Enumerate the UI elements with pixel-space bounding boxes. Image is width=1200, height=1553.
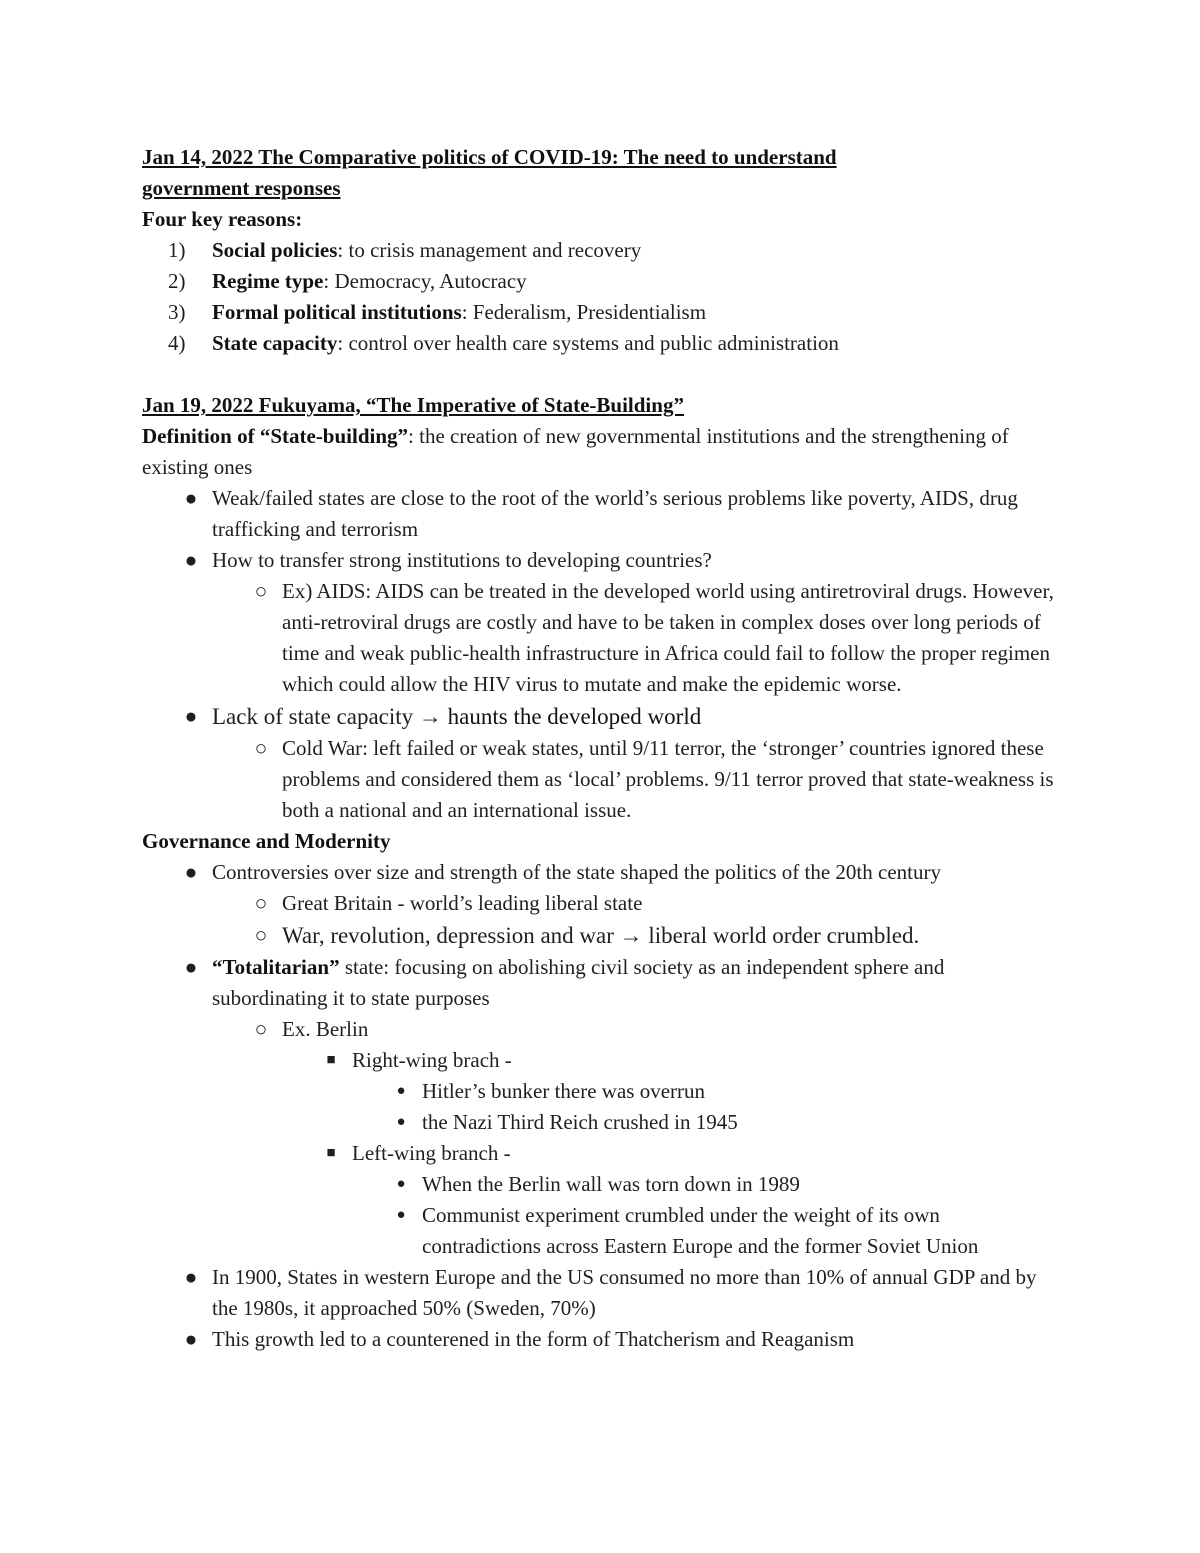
list-item: ■ Right-wing brach - ● Hitler’s bunker there was overrun ● the Nazi Third Reich crushed in 1945 [352,1045,1062,1138]
bullet-list [184,857,1062,1355]
list-item: ● Weak/failed states are close to the root of the world’s serious problems like poverty, AIDS, drug trafficking and terrorism [184,486,1018,541]
list-item: ● the Nazi Third Reich crushed in 1945 [396,1110,738,1134]
document-page [142,142,1062,1355]
section1-heading-line2: government responses [142,176,341,200]
sub-list [212,576,1062,700]
numbered-list [168,235,1062,359]
section2-heading: Jan 19, 2022 Fukuyama, “The Imperative of State-Building” [142,393,684,417]
list-item: 2) Regime type: Democracy, Autocracy [168,269,527,293]
definition-paragraph: Definition of “State-building”: the creation of new governmental institutions and the strengthening of existing ones [142,424,1009,479]
list-item: ● How to transfer strong institutions to developing countries? ○ Ex) AIDS: AIDS can be treated in the developed world using antiretroviral drugs. However, anti-retroviral drugs are costly and have to be taken in complex doses over long periods of time and weak public-health infrastructure in Africa could fail to follow the proper regimen which could allow the HIV virus to mutate and make the epidemic worse. [212,545,1062,700]
list-item: ○ Ex. Berlin ■ Right-wing brach - ● Hitler’s bunker there was overrun ● the Nazi Third Reich crushed in 1945 ■ Left-wing branch - ● When the Berlin wall was torn down in 1989 ● Communist experiment crumbled under the weight of its own contradictions across Eastern Europe and the former Soviet Union [282,1014,1062,1262]
list-item: ○ Great Britain - world’s leading liberal state [254,891,643,915]
list-item: ● In 1900, States in western Europe and the US consumed no more than 10% of annual GDP and by the 1980s, it approached 50% (Sweden, 70%) [184,1265,1037,1320]
list-item: ● “Totalitarian” state: focusing on abolishing civil society as an independent sphere and subordinating it to state purposes ○ Ex. Berlin ■ Right-wing brach - ● Hitler’s bunker there was overrun ● the Nazi Third Reich crushed in 1945 ■ Left-wing branch - ● When the Berlin wall was torn down in 1989 ● Communist experiment crumbled under the weight of its own contradictions across Eastern Europe and the former Soviet Union [212,952,1062,1262]
list-item: 3) Formal political institutions: Federalism, Presidentialism [168,300,707,324]
bullet-list [184,483,1062,826]
section1-heading-line1: Jan 14, 2022 The Comparative politics of COVID-19: The need to understand [142,145,837,169]
section1-subheading: Four key reasons: [142,207,303,231]
list-item: ○ Ex) AIDS: AIDS can be treated in the developed world using antiretroviral drugs. However, anti-retroviral drugs are costly and have to be taken in complex doses over long periods of time and weak public-health infrastructure in Africa could fail to follow the proper regimen which could allow the HIV virus to mutate and make the epidemic worse. [254,579,1054,696]
list-item: ● Hitler’s bunker there was overrun [396,1079,706,1103]
list-item: 4) State capacity: control over health care systems and public administration [168,331,839,355]
list-item: ● Controversies over size and strength of the state shaped the politics of the 20th century ○ Great Britain - world’s leading liberal state ○ War, revolution, depression and war → liberal world order crumbled. [212,857,1062,952]
sub-sub-list [282,1045,1062,1262]
sub-sub-sub-list [352,1169,1062,1262]
list-item: ■ Left-wing branch - ● When the Berlin wall was torn down in 1989 ● Communist experiment crumbled under the weight of its own contradictions across Eastern Europe and the former Soviet Union [352,1138,1062,1262]
list-item: ● Communist experiment crumbled under the weight of its own contradictions across Eastern Europe and the former Soviet Union [396,1203,979,1258]
list-item: ● Lack of state capacity → haunts the developed world ○ Cold War: left failed or weak states, until 9/11 terror, the ‘stronger’ countries ignored these problems and considered them as ‘local’ problems. 9/11 terror proved that state-weakness is both a national and an international issue. [212,700,1062,826]
sub-list [212,733,1062,826]
list-item: 1) Social policies: to crisis management and recovery [168,238,642,262]
list-item: ○ Cold War: left failed or weak states, until 9/11 terror, the ‘stronger’ countries ignored these problems and considered them as ‘local’ problems. 9/11 terror proved that state-weakness is both a national and an international issue. [254,736,1054,822]
section3-heading: Governance and Modernity [142,829,391,853]
sub-sub-sub-list [352,1076,1062,1138]
list-item: ● This growth led to a counterened in the form of Thatcherism and Reaganism [184,1327,855,1351]
sub-list [212,888,1062,952]
sub-list [212,1014,1062,1262]
list-item: ● When the Berlin wall was torn down in 1989 [396,1172,800,1196]
list-item: ○ War, revolution, depression and war → liberal world order crumbled. [254,923,920,948]
